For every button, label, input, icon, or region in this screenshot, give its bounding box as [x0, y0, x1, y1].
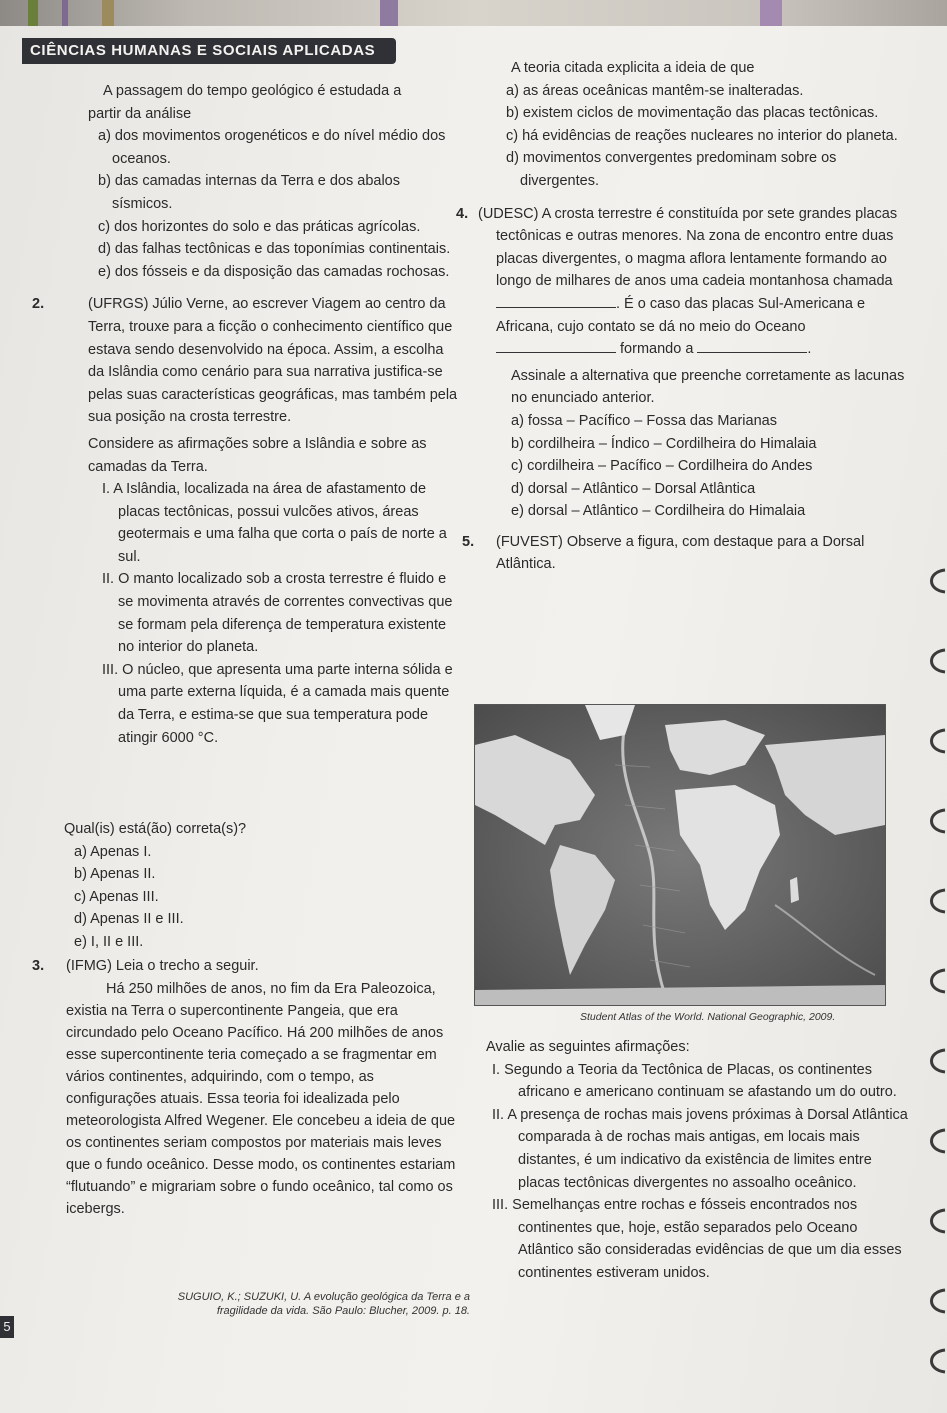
- q5-statement-2: II. A presença de rochas mais jovens próximas à Dorsal Atlântica comparada à de rochas mais antigas, em locais mais distantes, é um indicativo da existência de limites entre placas tectônicas divergentes no assoalho oceânico.: [492, 1106, 908, 1191]
- q1-stem-line2: partir da análise: [88, 105, 192, 122]
- q1-option-c[interactable]: c) dos horizontes do solo e das práticas agrícolas.: [98, 218, 421, 235]
- q2-options: [60, 818, 460, 954]
- q4-option-a[interactable]: a) fossa – Pacífico – Fossa das Marianas: [511, 412, 777, 429]
- q1-option-d[interactable]: d) das falhas tectônicas e das toponímias continentais.: [98, 241, 451, 258]
- q5-stem-text: (FUVEST) Observe a figura, com destaque para a Dorsal Atlântica.: [496, 533, 865, 573]
- q4-option-e[interactable]: e) dorsal – Atlântico – Cordilheira do Himalaia: [511, 503, 806, 520]
- q2-statement-3: III. O núcleo, que apresenta uma parte interna sólida e uma parte externa líquida, é a camada mais quente da Terra, e estima-se que sua temperatura pode atingir 6000 °C.: [102, 661, 453, 746]
- q4-option-d[interactable]: d) dorsal – Atlântico – Dorsal Atlântica: [511, 480, 756, 497]
- q2-option-d[interactable]: d) Apenas II e III.: [74, 911, 184, 928]
- q4-blank-2[interactable]: [496, 352, 616, 353]
- seafloor-map: [474, 704, 886, 1006]
- q1-option-e[interactable]: e) dos fósseis e da disposição das camadas rochosas.: [98, 263, 450, 280]
- q1-stem-line1: A passagem do tempo geológico é estudada a: [103, 83, 402, 99]
- spiral-binding: [921, 560, 947, 1380]
- q3-option-a[interactable]: a) as áreas oceânicas mantêm-se inalteradas.: [506, 82, 804, 99]
- q5-block: [480, 1036, 912, 1285]
- q4-blank-1[interactable]: [496, 307, 616, 308]
- decor-leaf: [102, 0, 114, 26]
- q4-stem-d: .: [807, 341, 812, 358]
- q2-stem: [32, 293, 460, 429]
- q2-option-a[interactable]: a) Apenas I.: [74, 843, 152, 860]
- q5-instruction: Avalie as seguintes afirmações:: [486, 1039, 690, 1055]
- q3-option-b[interactable]: b) existem ciclos de movimentação das placas tectônicas.: [506, 105, 879, 122]
- q2-number: 2.: [32, 296, 45, 313]
- q2-option-b[interactable]: b) Apenas II.: [74, 866, 156, 883]
- section-header: CIÊNCIAS HUMANAS E SOCIAIS APLICADAS: [22, 38, 396, 64]
- q5-number: 5.: [462, 533, 475, 550]
- q3-number: 3.: [32, 958, 45, 974]
- q2-option-c[interactable]: c) Apenas III.: [74, 888, 159, 905]
- q3-option-c[interactable]: c) há evidências de reações nucleares no interior do planeta.: [506, 127, 898, 144]
- q2-stem-text: (UFRGS) Júlio Verne, ao escrever Viagem ao centro da Terra, trouxe para a ficção o conhecimento científico que estava sendo desenvolvido na época. Assim, a escolha da Islândia como cenário para sua narrativa justifica-se pelas suas características geográficas, mas também pela sua posição na crosta terrestre.: [88, 296, 458, 426]
- q3-citation: SUGUIO, K.; SUZUKI, U. A evolução geológica da Terra e a fragilidade da vida. São Paulo: Blucher, 2009. p. 18.: [177, 1291, 470, 1317]
- q4-stem-a: (UDESC) A crosta terrestre é constituída por sete grandes placas tectônicas e outras menores. Na zona de encontro entre duas placas divergentes, o magma aflora lentamente formando ao longo de milhares de anos uma cadeia montanhosa chamada: [478, 205, 898, 290]
- right-column: [456, 57, 908, 576]
- q3-passage: Há 250 milhões de anos, no fim da Era Paleozoica, existia na Terra o supercontinente Pangeia, que era circundado pelo Oceano Pacífico. Há 200 milhões de anos esse supercontinente teria começado a se fragmentar em vários continentes, adquirindo, com o tempo, as configurações atuais. Essa teoria foi idealizada pelo meteorologista Alfred Wegener. Ele concebeu a ideia de que os continentes seriam compostos por materiais mais leves que o fundo oceânico. Desse modo, os continentes estariam “flutuando” e migrariam sobre o fundo oceânico, tal como os icebergs.: [66, 980, 456, 1217]
- q3-block: [32, 955, 480, 1220]
- q2-statement-1: I. A Islândia, localizada na área de afastamento de placas tectônicas, possui vulcões ativos, áreas geotermais e uma falha que corta o país de norte a sul.: [102, 481, 447, 565]
- left-column: [32, 80, 460, 749]
- q2-question: Qual(is) está(ão) correta(s)?: [64, 821, 247, 837]
- q3-lead: A teoria citada explicita a ideia de que: [511, 60, 755, 76]
- decor-leaf: [380, 0, 398, 26]
- q4-blank-3[interactable]: [697, 352, 807, 353]
- q4-number: 4.: [456, 205, 469, 222]
- q4-option-c[interactable]: c) cordilheira – Pacífico – Cordilheira do Andes: [511, 458, 813, 475]
- q3-stem: (IFMG) Leia o trecho a seguir.: [66, 958, 259, 974]
- q4-stem-c: formando a: [620, 341, 694, 358]
- page-number: 5: [0, 1316, 14, 1338]
- q3-option-d[interactable]: d) movimentos convergentes predominam sobre os divergentes.: [506, 150, 837, 189]
- q2-instruction: Considere as afirmações sobre a Islândia e sobre as camadas da Terra.: [88, 435, 427, 475]
- q4-stem-b: . É o caso das placas Sul-Americana e Africana, cujo contato se dá no meio do Oceano: [496, 295, 866, 335]
- q5-statement-3: III. Semelhanças entre rochas e fósseis encontrados nos continentes que, hoje, estão separados pelo Oceano Atlântico são consideradas evidências de que um dia esses continentes estiveram unidos.: [492, 1197, 902, 1281]
- seafloor-map-svg: [475, 705, 885, 1005]
- q2-option-e[interactable]: e) I, II e III.: [74, 933, 144, 950]
- top-decorative-strip: [0, 0, 947, 26]
- decor-leaf: [28, 0, 38, 26]
- q5-stem: [462, 531, 908, 576]
- q5-statement-1: I. Segundo a Teoria da Tectônica de Placas, os continentes africano e americano continuam se afastando um do outro.: [492, 1061, 897, 1101]
- q1-option-a[interactable]: a) dos movimentos orogenéticos e do nível médio dos oceanos.: [98, 128, 446, 167]
- decor-leaf: [760, 0, 782, 26]
- q4-stem: [456, 203, 908, 361]
- decor-leaf: [62, 0, 68, 26]
- q2-statement-2: II. O manto localizado sob a crosta terrestre é fluido e se movimenta através de correntes convectivas que se formam pela diferença de temperatura existente no interior do planeta.: [102, 571, 453, 656]
- map-caption: Student Atlas of the World. National Geographic, 2009.: [580, 1011, 836, 1023]
- q4-instruction: Assinale a alternativa que preenche corretamente as lacunas no enunciado anterior.: [511, 367, 905, 407]
- q1-option-b[interactable]: b) das camadas internas da Terra e dos abalos sísmicos.: [98, 173, 400, 212]
- q4-option-b[interactable]: b) cordilheira – Índico – Cordilheira do Himalaia: [511, 435, 817, 452]
